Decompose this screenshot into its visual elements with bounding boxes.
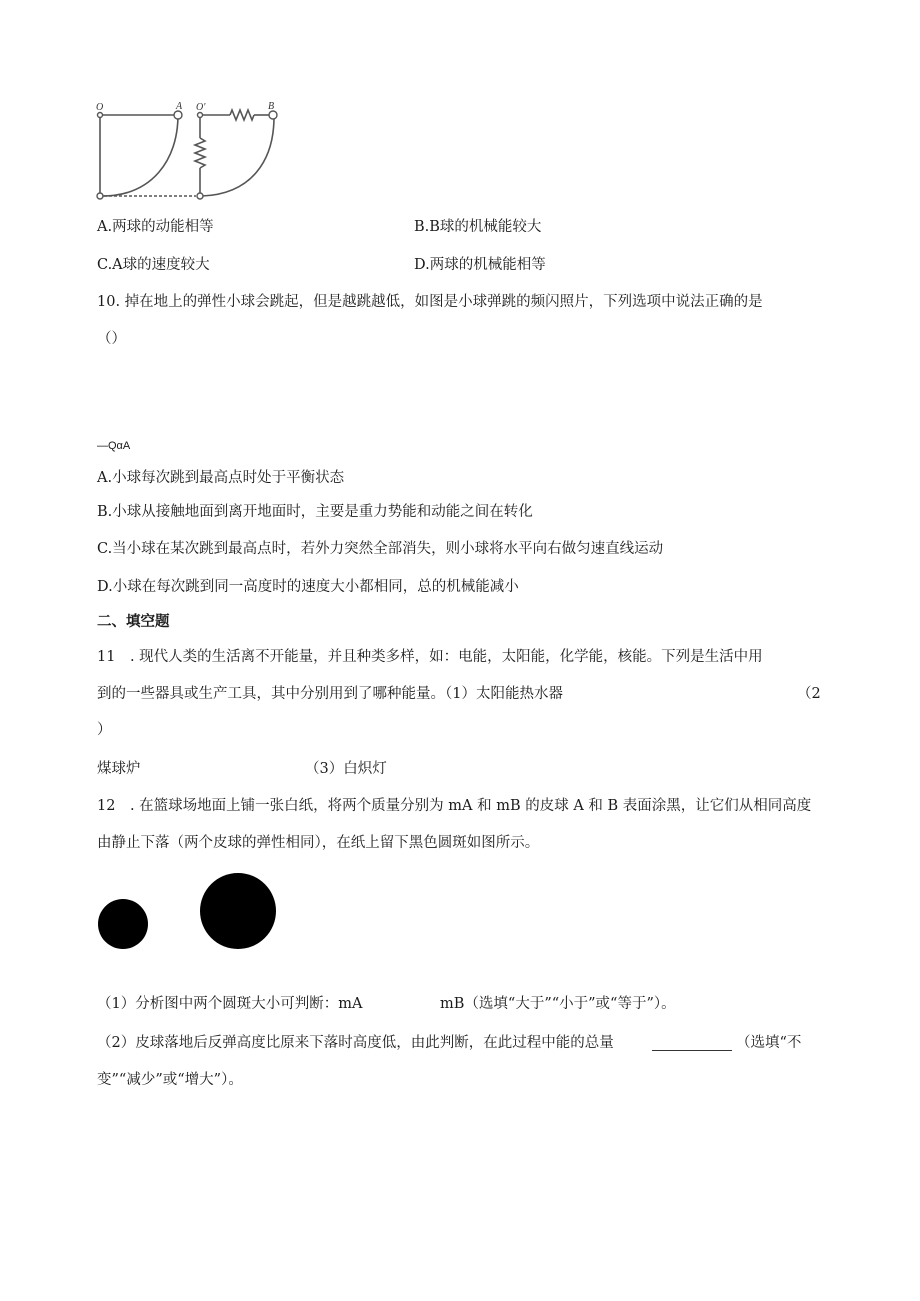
q12-line1: 12 . 在篮球场地面上铺一张白纸，将两个质量分别为 mA 和 mB 的皮球 A 和 B 表面涂黑，让它们从相同高度 — [97, 798, 812, 814]
q12-sub1-right: mB（选填“大于”“小于”或“等于”）。 — [440, 996, 676, 1012]
q9-label-o2: O' — [196, 102, 206, 113]
q9-option-c: C.A球的速度较大 — [97, 257, 210, 273]
q10-option-a: A.小球每次跳到最高点时处于平衡状态 — [97, 470, 345, 486]
q11-line2: 到的一些器具或生产工具，其中分别用到了哪种能量。（1）太阳能热水器 — [97, 686, 563, 702]
q11-line4-left: 煤球炉 — [97, 761, 141, 777]
q10-stem-line1: 10. 掉在地上的弹性小球会跳起，但是越跳越低，如图是小球弹跳的频闪照片，下列选项中说法正确的是 — [97, 294, 763, 310]
q9-label-a: A — [176, 101, 183, 112]
q9-label-o: O — [96, 102, 104, 113]
q12-sub2-line2: 变”“减少”或“增大”）。 — [97, 1072, 243, 1088]
q10-option-c: C.当小球在某次跳到最高点时，若外力突然全部消失，则小球将水平向右做匀速直线运动 — [97, 541, 664, 557]
q12-sub1-left: （1）分析图中两个圆斑大小可判断：mA — [97, 996, 363, 1012]
q11-line3: ） — [97, 722, 112, 738]
q10-stem-line2: （） — [97, 331, 126, 347]
q11-line4-mid: （3）白炽灯 — [305, 761, 387, 777]
section-heading-fill-in: 二、填空题 — [97, 613, 170, 630]
q12-sub2-left: （2）皮球落地后反弹高度比原来下落时高度低，由此判断，在此过程中能的总量 — [97, 1035, 614, 1051]
q11-line2-right: （2 — [797, 686, 821, 702]
spot-b — [200, 873, 276, 949]
q9-label-b: B — [268, 101, 275, 112]
q10-option-b: B.小球从接触地面到离开地面时，主要是重力势能和动能之间在转化 — [97, 504, 533, 520]
q12-answer-blank[interactable] — [652, 1038, 732, 1051]
q10-figure-caption: —QαA — [97, 440, 131, 452]
q11-line1: 11 . 现代人类的生活离不开能量，并且种类多样，如：电能，太阳能，化学能，核能。下列是生活中用 — [97, 649, 763, 665]
q10-option-d: D.小球在每次跳到同一高度时的速度大小都相同，总的机械能减小 — [97, 579, 519, 595]
spot-a — [98, 899, 148, 949]
q9-option-a: A.两球的动能相等 — [97, 219, 214, 235]
q12-figure — [94, 872, 284, 952]
q9-figure — [92, 100, 292, 205]
q12-line2: 由静止下落（两个皮球的弹性相同），在纸上留下黑色圆斑如图所示。 — [97, 835, 540, 851]
q9-option-b: B.B球的机械能较大 — [414, 219, 542, 235]
q9-option-d: D.两球的机械能相等 — [414, 257, 546, 273]
q12-sub2-right: （选填“不 — [736, 1035, 802, 1051]
